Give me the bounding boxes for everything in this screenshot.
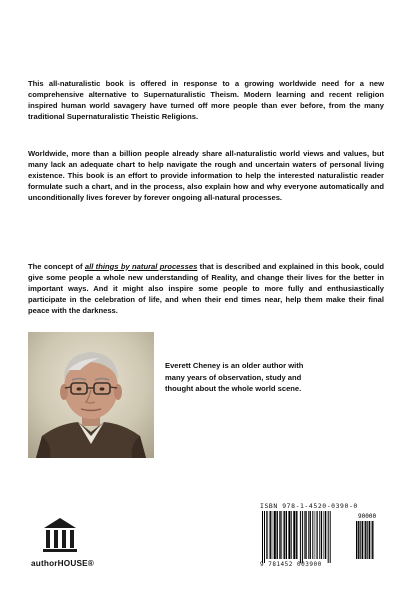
isbn-label: ISBN 978-1-4520-0390-0 bbox=[260, 502, 358, 510]
house-icon bbox=[40, 516, 80, 556]
barcode-bar bbox=[358, 521, 359, 559]
barcode-bar bbox=[328, 511, 329, 563]
author-portrait-illustration bbox=[28, 332, 154, 458]
barcode-bar bbox=[356, 521, 357, 559]
barcode-bar bbox=[316, 511, 317, 559]
blurb-paragraph-2: Worldwide, more than a billion people already share all-naturalistic world views and values, but many lack an adequate chart to help navigate the rough and uncertain waters of personal living existence. This book is an effort to provide information to help the interested naturalistic reader formulate such a chart, and in the process, also explain how and why everyone automatically and unconditionally lives forever by forever ongoing all-natural processes. bbox=[28, 148, 384, 203]
barcode-bar bbox=[360, 521, 361, 559]
barcode-bar bbox=[330, 511, 331, 563]
barcode-bar bbox=[319, 511, 320, 559]
barcode-bar bbox=[272, 511, 273, 559]
publisher-name: authorHOUSE® bbox=[31, 559, 95, 568]
barcode-bar bbox=[293, 511, 295, 559]
barcode-bar bbox=[304, 511, 305, 559]
barcode-bar bbox=[317, 511, 318, 559]
blurb-paragraph-3 bbox=[28, 261, 384, 317]
author-bio: Everett Cheney is an older author with many years of observation, study and thought about the whole world scene. bbox=[165, 361, 304, 393]
barcode-bar bbox=[302, 511, 303, 563]
barcode-bar bbox=[262, 511, 263, 563]
barcode-bar bbox=[310, 511, 311, 559]
barcode-bar bbox=[274, 511, 276, 559]
barcode-bar bbox=[364, 521, 365, 559]
barcode-bar bbox=[362, 521, 363, 559]
barcode-bar bbox=[286, 511, 287, 559]
barcode-bar bbox=[279, 511, 280, 559]
barcode-bar bbox=[325, 511, 326, 559]
blurb-paragraph-3-end: that is described and explained in this book, could give some people a whole new understanding of Reality, and change their lives for the better in important ways. And it might also inspire some people to more fully and enthusiastically participate in the celebration of life, and when their end times near, help them make their final peace with the darkness. bbox=[28, 261, 384, 316]
barcode-bar bbox=[312, 511, 313, 559]
barcode-bar bbox=[266, 511, 267, 559]
blurb-paragraph-3-start: The concept of bbox=[28, 261, 85, 271]
barcode-bar bbox=[369, 521, 370, 559]
barcode-bar bbox=[296, 511, 297, 559]
barcode-bar bbox=[288, 511, 290, 559]
barcode-bar bbox=[324, 511, 325, 559]
barcode-bar bbox=[277, 511, 278, 559]
barcode-bar bbox=[308, 511, 309, 559]
barcode-bar bbox=[321, 511, 322, 559]
barcode-bar bbox=[305, 511, 306, 559]
barcode-bar bbox=[300, 511, 301, 563]
barcode-bar bbox=[267, 511, 268, 559]
barcode-bar bbox=[281, 511, 282, 559]
price-code: 90000 bbox=[358, 513, 377, 520]
barcode-bar bbox=[264, 511, 265, 563]
highlight-phrase: all things by natural processes bbox=[84, 261, 198, 271]
barcode-bar bbox=[371, 521, 372, 559]
barcode-bar bbox=[270, 511, 271, 559]
barcode-number: 9 781452 003900 bbox=[260, 561, 322, 568]
author-photo bbox=[28, 332, 154, 458]
blurb-paragraph-1: This all-naturalistic book is offered in response to a growing worldwide need for a new comprehensive alternative to Supernaturalistic Theism. Modern learning and recent religion inspired human world savagery have turned off more people than ever before, from the many traditional Supernaturalistic Theistic Religions. bbox=[28, 78, 384, 122]
barcode-bar bbox=[367, 521, 368, 559]
barcode-bar bbox=[314, 511, 315, 559]
isbn-barcode bbox=[258, 502, 388, 572]
barcode-bar bbox=[365, 521, 366, 559]
barcode-bar bbox=[284, 511, 285, 559]
barcode-bar bbox=[372, 521, 373, 559]
barcode-bar bbox=[291, 511, 292, 559]
